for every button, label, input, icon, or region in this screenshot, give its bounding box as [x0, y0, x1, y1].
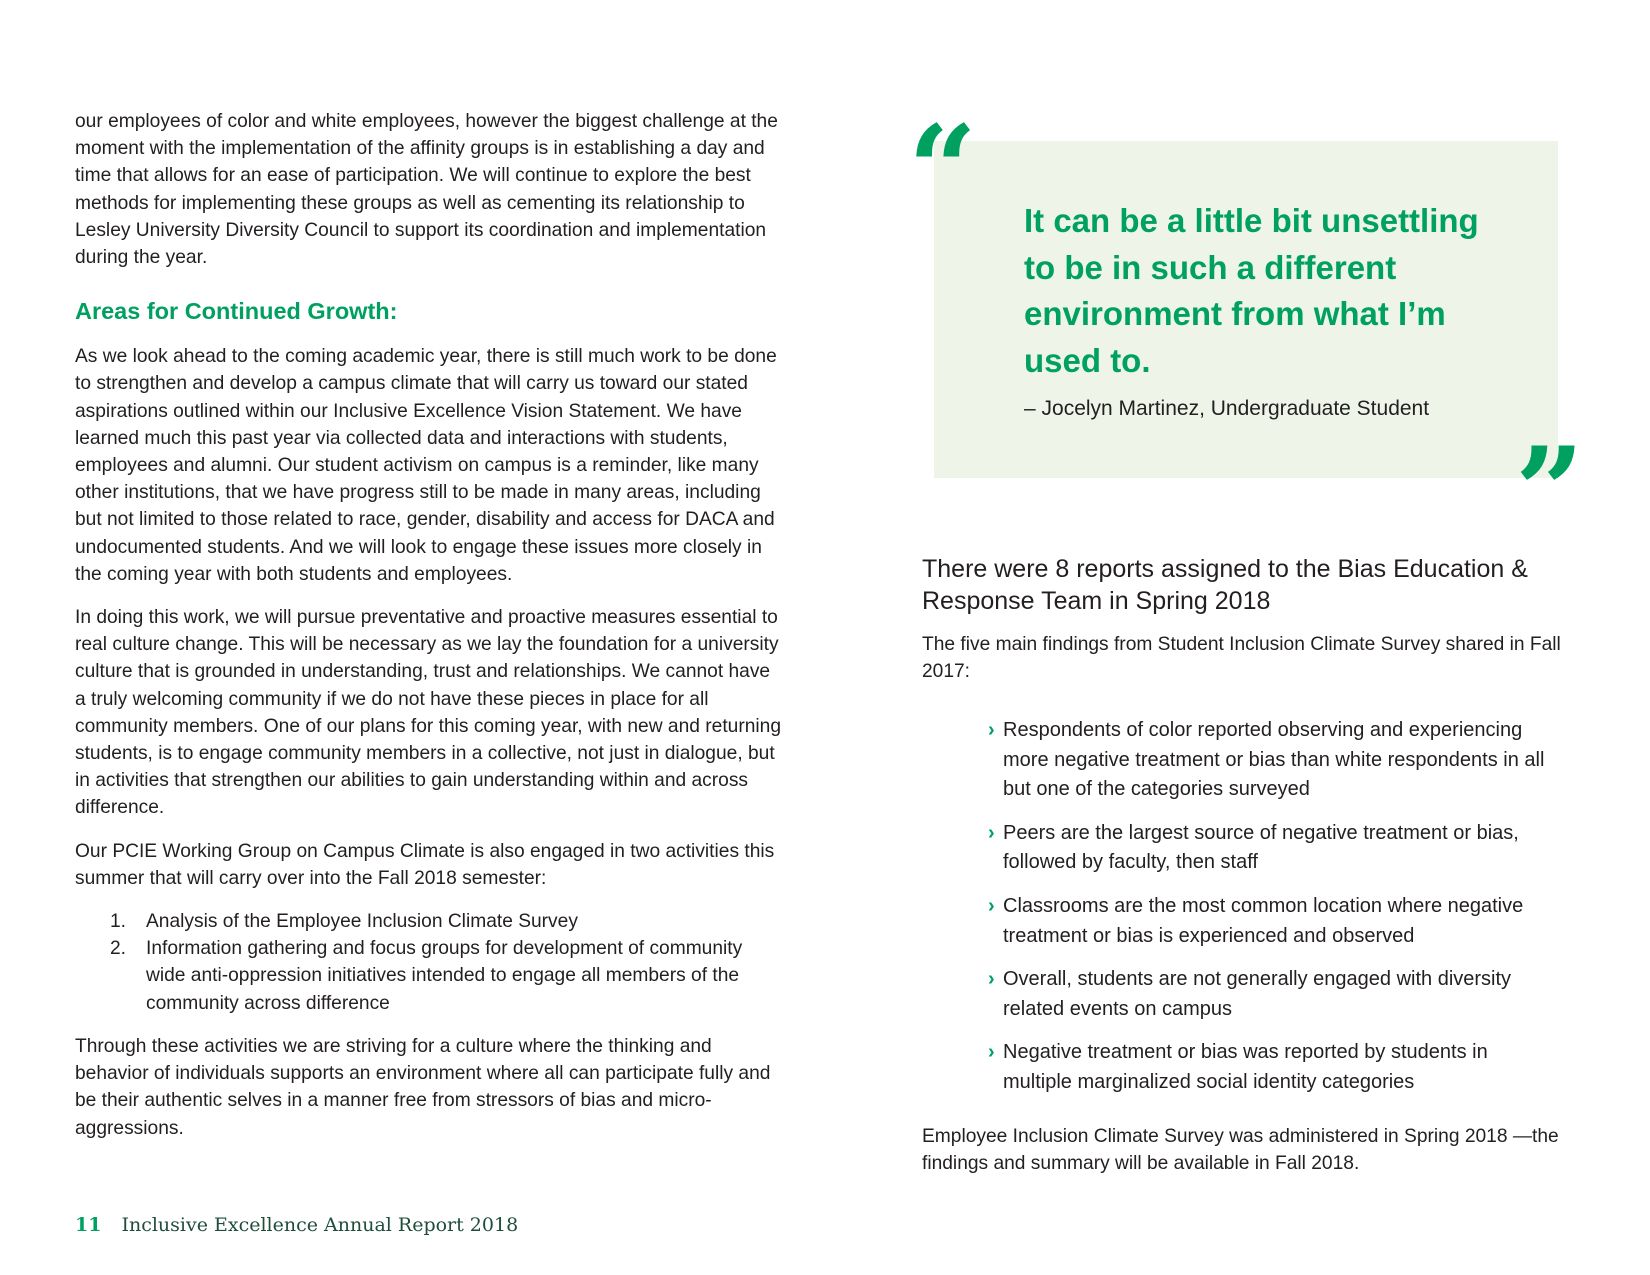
intro-paragraph: our employees of color and white employees, however the biggest challenge at the moment with the implementation of the affinity groups is in establishing a day and time that allows for an ease of participation. We will continue to explore the best methods for implementing these groups as well as cementing its relationship to Lesley University Diversity Council to support its coordination and implementation during the year. — [75, 111, 778, 269]
body-paragraph-2: In doing this work, we will pursue preventative and proactive measures essential to real culture change. This will be necessary as we lay the foundation for a university culture that is grounded in understanding, trust and relationships. We cannot have a truly welcoming community if we do not have these pieces in place for all community members. One of our plans for this coming year, with new and returning students, is to engage community members in a collective, not just in dialogue, but in activities that strengthen our abilities to gain understanding within and across difference. — [75, 607, 781, 819]
list-item — [75, 908, 785, 935]
finding-text: Negative treatment or bias was reported by students in multiple marginalized social identity categories — [1003, 1041, 1488, 1093]
pull-quote-text: It can be a little bit unsettling to be in such a different environment from what I’m used to. — [1024, 202, 1479, 379]
body-paragraph-1: As we look ahead to the coming academic year, there is still much work to be done to strengthen and develop a campus climate that will carry us toward our stated aspirations outlined within our Inclusive Excellence Vision Statement. We have learned much this past year via collected data and interactions with students, employees and alumni. Our student activism on campus is a reminder, like many other institutions, that we have progress still to be made in many areas, including but not limited to those related to race, gender, disability and access for DACA and undocumented students. And we will look to engage these issues more closely in the coming year with both students and employees. — [75, 346, 777, 585]
body-paragraph-3: Our PCIE Working Group on Campus Climate is also engaged in two activities this summer that will carry over into the Fall 2018 semester: — [75, 840, 775, 889]
page-number: 11 — [75, 1214, 102, 1236]
report-title: Inclusive Excellence Annual Report 2018 — [121, 1214, 519, 1236]
activity-list — [75, 908, 785, 1017]
findings-intro: The five main findings from Student Inclusion Climate Survey shared in Fall 2017: — [922, 634, 1561, 683]
list-text: Analysis of the Employee Inclusion Climate Survey — [146, 911, 578, 933]
chevron-right-icon: › — [988, 968, 995, 991]
list-item — [988, 892, 1558, 951]
list-item — [988, 819, 1558, 878]
open-quote-icon: “ — [908, 99, 978, 240]
findings-list — [988, 716, 1558, 1112]
list-number: 2. — [110, 938, 127, 960]
finding-text: Classrooms are the most common location where negative treatment or bias is experienced and observed — [1003, 894, 1524, 947]
close-quote-icon: ” — [1515, 421, 1585, 562]
list-text: Information gathering and focus groups for development of community wide anti-oppression initiatives intended to engage all members of the community across difference — [146, 938, 743, 1014]
section-heading: Areas for Continued Growth: — [75, 298, 398, 325]
findings-outro: Employee Inclusion Climate Survey was administered in Spring 2018 —the findings and summary will be available in Fall 2018. — [922, 1126, 1559, 1175]
chevron-right-icon: › — [988, 821, 995, 844]
page-footer — [75, 1214, 518, 1236]
list-item — [988, 965, 1558, 1024]
chevron-right-icon: › — [988, 719, 995, 741]
pull-quote-attribution: – Jocelyn Martinez, Undergraduate Student — [1024, 397, 1430, 420]
list-item — [988, 1038, 1558, 1097]
finding-text: Peers are the largest source of negative treatment or bias, followed by faculty, then staff — [1003, 821, 1519, 874]
chevron-right-icon: › — [988, 1041, 995, 1064]
list-item — [988, 716, 1558, 805]
left-column — [75, 108, 785, 1142]
list-item — [75, 935, 785, 1017]
reports-heading: There were 8 reports assigned to the Bias Education & Response Team in Spring 2018 — [922, 555, 1528, 615]
chevron-right-icon: › — [988, 894, 995, 917]
list-number: 1. — [110, 911, 127, 933]
finding-text: Respondents of color reported observing and experiencing more negative treatment or bias than white respondents in all but one of the categories surveyed — [1003, 719, 1545, 801]
body-paragraph-4: Through these activities we are striving for a culture where the thinking and behavior of individuals supports an environment where all can participate fully and be their authentic selves in a manner free from stressors of bias and micro-aggressions. — [75, 1035, 771, 1139]
finding-text: Overall, students are not generally engaged with diversity related events on campus — [1003, 968, 1512, 1020]
